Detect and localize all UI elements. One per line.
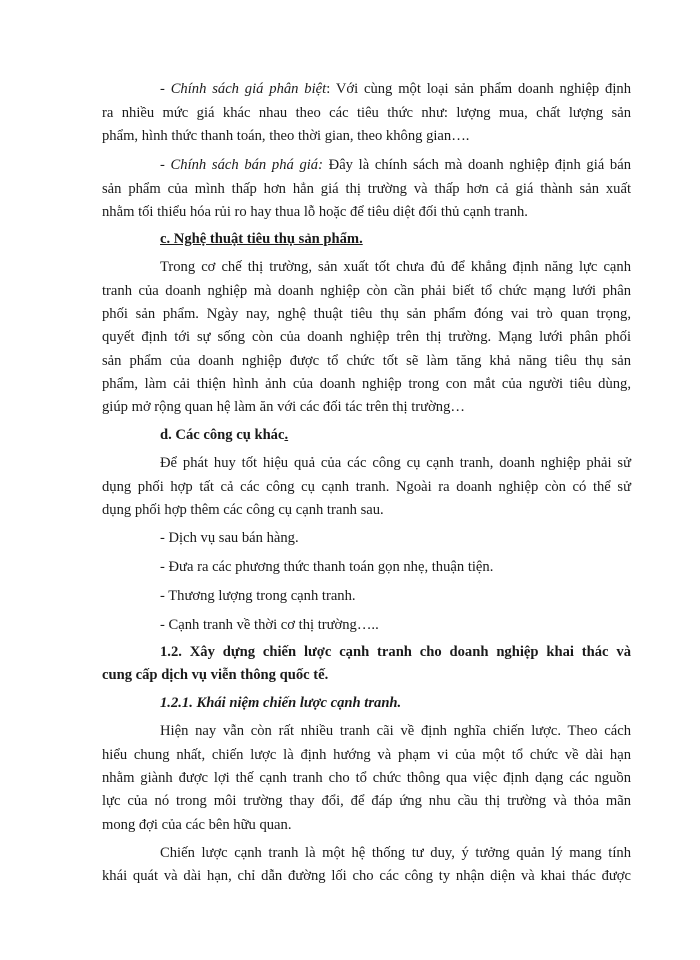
p1-line-1-text: Với cùng một loại sản phẩm doanh nghiệp định — [335, 81, 631, 97]
p2-line-2: sản phẩm của mình thấp hơn hẳn giá thị trường và thấp hơn cả giá thành sản xuất — [102, 181, 631, 197]
p2-line-3: nhằm tối thiểu hóa rủi ro hay thua lỗ hoặc để tiêu diệt đối thủ cạnh tranh. — [102, 204, 528, 220]
p6-line-1: Chiến lược cạnh tranh là một hệ thống tư duy, ý tưởng quản lý mang tính — [160, 845, 631, 861]
p3-line-4: quyết định tới sự sống còn của doanh nghiệp trên thị trường. Mạng lưới phân phối — [102, 329, 631, 345]
bullet-item: - Dịch vụ sau bán hàng. — [160, 530, 299, 546]
p1-line-1: - Chính sách giá phân biệt: Với cùng một loại sản phẩm doanh nghiệp định — [160, 81, 631, 97]
p5-line-5: mong đợi của các bên hữu quan. — [102, 817, 292, 833]
p5-line-3: nhằm giành được lợi thế cạnh tranh cho tổ chức thông qua việc định dạng các nguồn — [102, 770, 631, 786]
p2-lead-italic: Chính sách bán phá giá: — [170, 157, 323, 173]
p4-line-2: dụng phối hợp tất cả các công cụ cạnh tranh. Ngoài ra doanh nghiệp còn có thể sử — [102, 479, 631, 495]
heading-c: c. Nghệ thuật tiêu thụ sản phẩm. — [160, 231, 363, 247]
bullet-item: - Thương lượng trong cạnh tranh. — [160, 588, 356, 604]
p3-line-2: tranh của doanh nghiệp mà doanh nghiệp còn cần phải biết tổ chức mạng lưới phân — [102, 283, 631, 299]
p3-line-6: phẩm, làm cải thiện hình ảnh của doanh nghiệp trong con mắt của người tiêu dùng, — [102, 376, 631, 392]
bullet-item: - Đưa ra các phương thức thanh toán gọn nhẹ, thuận tiện. — [160, 559, 494, 575]
heading-d-text: d. Các công cụ khác — [160, 427, 285, 443]
p6-line-2: khái quát và dài hạn, chỉ dẫn đường lối cho các công ty nhận diện và khai thác được — [102, 868, 631, 884]
heading-1-2-line-1: 1.2. Xây dựng chiến lược cạnh tranh cho doanh nghiệp khai thác và — [160, 644, 631, 660]
p5-line-4: lực của nó trong môi trường thay đổi, để đáp ứng nhu cầu thị trường và thỏa mãn — [102, 793, 631, 809]
p3-line-5: sản phẩm của doanh nghiệp được tổ chức tốt sẽ làm tăng khả năng tiêu thụ sản — [102, 353, 631, 369]
p1-line-2: ra nhiều mức giá khác nhau theo các tiêu thức như: lượng mua, chất lượng sản — [102, 105, 631, 121]
p2-line-1-text: Đây là chính sách mà doanh nghiệp định giá bán — [328, 157, 631, 173]
p4-line-3: dụng phối hợp thêm các công cụ cạnh tranh sau. — [102, 502, 384, 518]
p5-line-2: hiểu chung nhất, chiến lược là định hướng và phạm vi của một tổ chức về dài hạn — [102, 747, 631, 763]
p4-line-1: Để phát huy tốt hiệu quả của các công cụ cạnh tranh, doanh nghiệp phải sử — [160, 455, 631, 471]
p5-line-1: Hiện nay vẫn còn rất nhiều tranh cãi về định nghĩa chiến lược. Theo cách — [160, 723, 631, 739]
heading-1-2-line-2: cung cấp dịch vụ viễn thông quốc tế. — [102, 667, 329, 683]
p3-line-3: phối sản phẩm. Ngày nay, nghệ thuật tiêu thụ sản phẩm đóng vai trò quan trọng, — [102, 306, 631, 322]
p1-lead-italic: Chính sách giá phân biệt — [170, 81, 327, 97]
p3-line-7: giúp mở rộng quan hệ làm ăn với các đối tác trên thị trường… — [102, 399, 465, 415]
p1-line-3: phẩm, hình thức thanh toán, theo thời gian, theo không gian…. — [102, 128, 470, 144]
heading-1-2-1: 1.2.1. Khái niệm chiến lược cạnh tranh. — [160, 695, 402, 711]
bullet-item: - Cạnh tranh về thời cơ thị trường….. — [160, 617, 379, 633]
p2-line-1: - Chính sách bán phá giá: Đây là chính sách mà doanh nghiệp định giá bán — [160, 157, 631, 173]
heading-d-suffix: . — [284, 427, 289, 443]
heading-d — [160, 425, 288, 445]
p3-line-1: Trong cơ chế thị trường, sản xuất tốt chưa đủ để khẳng định năng lực cạnh — [160, 259, 631, 275]
